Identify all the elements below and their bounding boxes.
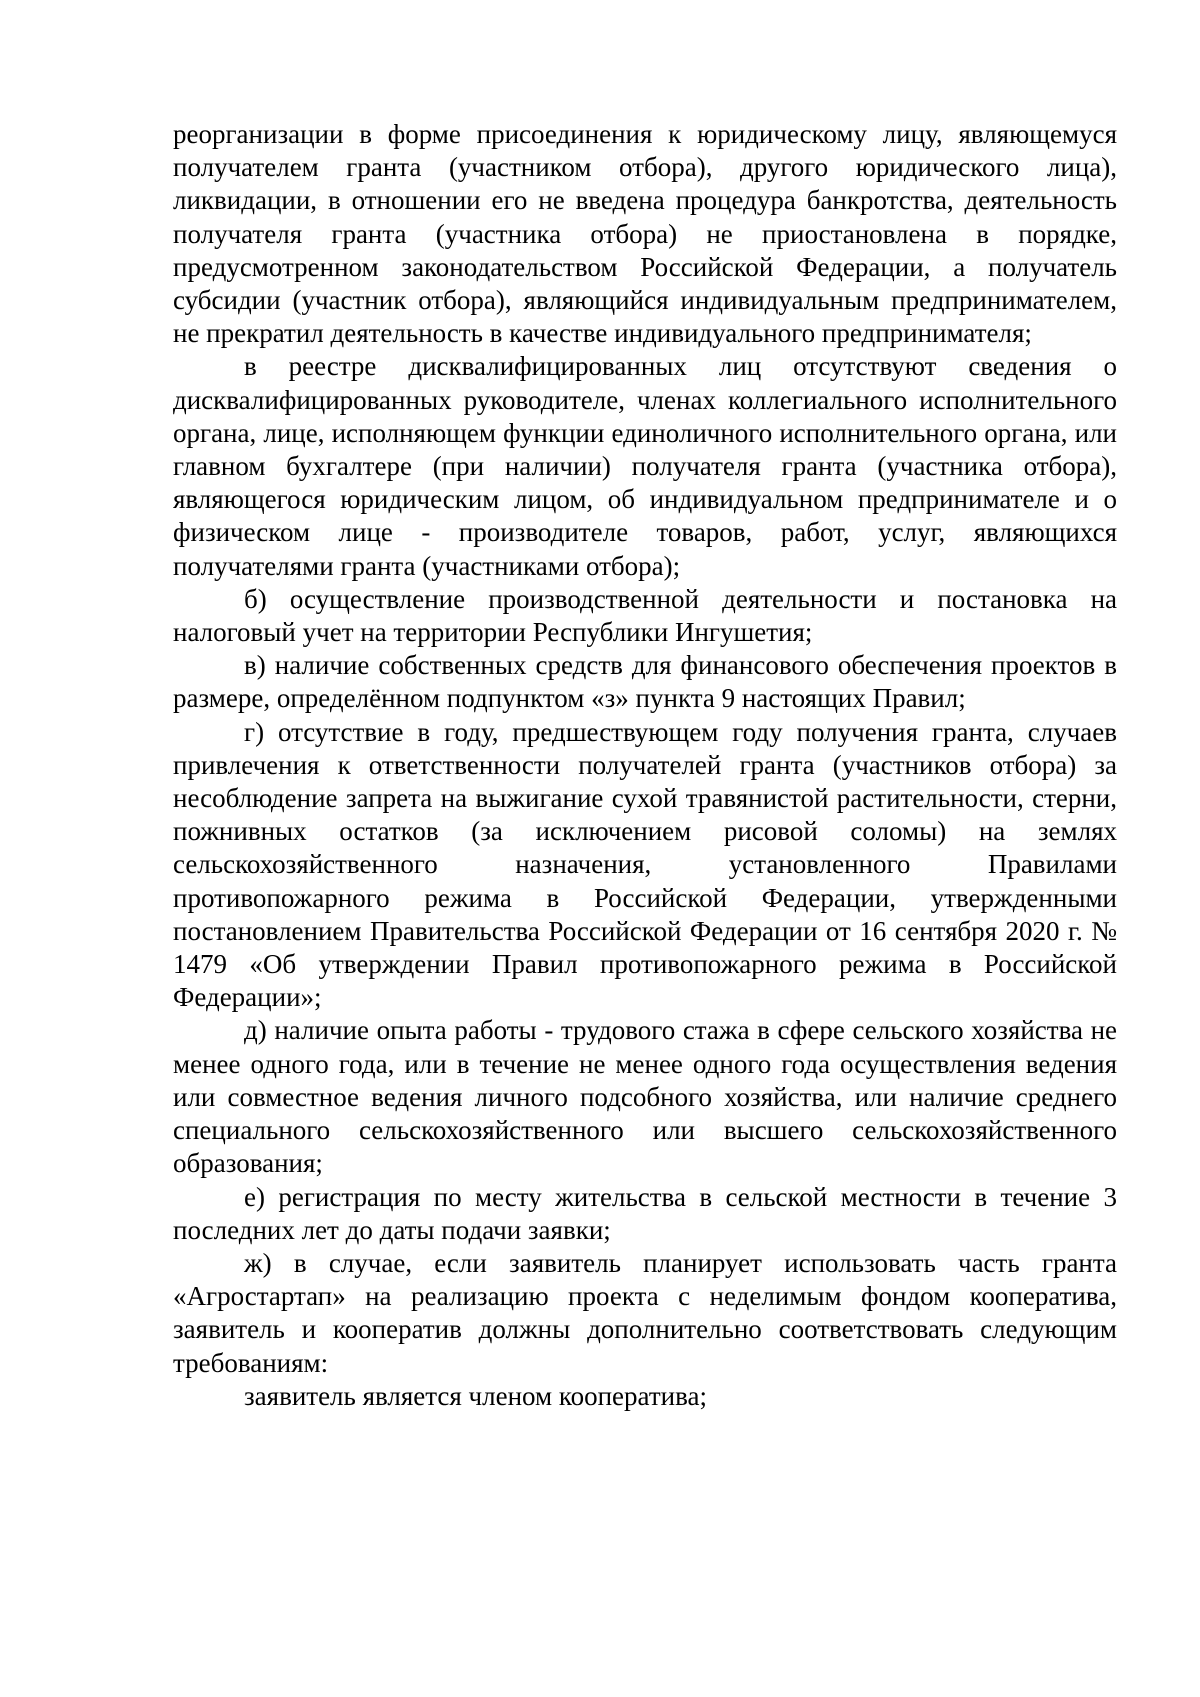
paragraph-item-zh: ж) в случае, если заявитель планирует использовать часть гранта «Агростартап» на реализацию проекта с неделимым фондом кооператива, заявитель и кооператив должны дополнительно соответствовать следующим требованиям: (173, 1247, 1117, 1378)
paragraph-item-g: г) отсутствие в году, предшествующем году получения гранта, случаев привлечения к ответственности получателей гранта (участников отбора) за несоблюдение запрета на выжигание сухой травянистой растительности, стерни, пожнивных остатков (за исключением рисовой соломы) на землях сельскохозяйственного назначения, установленного Правилами противопожарного режима в Российской Федерации, утвержденными постановлением Правительства Российской Федерации от 16 сентября 2020 г. № 1479 «Об утверждении Правил противопожарного режима в Российской Федерации»; (173, 716, 1117, 1013)
paragraph-item-d: д) наличие опыта работы - трудового стажа в сфере сельского хозяйства не менее одного года, или в течение не менее одного года осуществления ведения или совместное ведения личного подсобного хозяйства, или наличие среднего специального сельскохозяйственного или высшего сельскохозяйственного образования; (173, 1015, 1117, 1179)
document-body (173, 118, 1117, 1413)
paragraph-disqualified-registry: в реестре дисквалифицированных лиц отсутствуют сведения о дисквалифицированных руководителе, членах коллегиального исполнительного органа, лице, исполняющем функции единоличного исполнительного органа, или главном бухгалтере (при наличии) получателя гранта (участника отбора), являющегося юридическим лицом, об индивидуальном предпринимателе и о физическом лице - производителе товаров, работ, услуг, являющихся получателями гранта (участниками отбора); (173, 351, 1117, 581)
paragraph-item-e: е) регистрация по месту жительства в сельской местности в течение 3 последних лет до даты подачи заявки; (173, 1181, 1117, 1245)
paragraph-item-b: б) осуществление производственной деятельности и постановка на налоговый учет на территории Республики Ингушетия; (173, 583, 1117, 648)
paragraph-reorganization: реорганизации в форме присоединения к юридическому лицу, являющемуся получателем гранта (участником отбора), другого юридического лица), ликвидации, в отношении его не введена процедура банкротства, деятельность получателя гранта (участника отбора) не приостановлена в порядке, предусмотренном законодательством Российской Федерации, а получатель субсидии (участник отбора), являющийся индивидуальным предпринимателем, не прекратил деятельность в качестве индивидуального предпринимателя; (173, 119, 1117, 349)
paragraph-item-v: в) наличие собственных средств для финансового обеспечения проектов в размере, определённом подпунктом «з» пункта 9 настоящих Правил; (173, 650, 1117, 714)
paragraph-cooperative-member: заявитель является членом кооператива; (244, 1380, 707, 1411)
